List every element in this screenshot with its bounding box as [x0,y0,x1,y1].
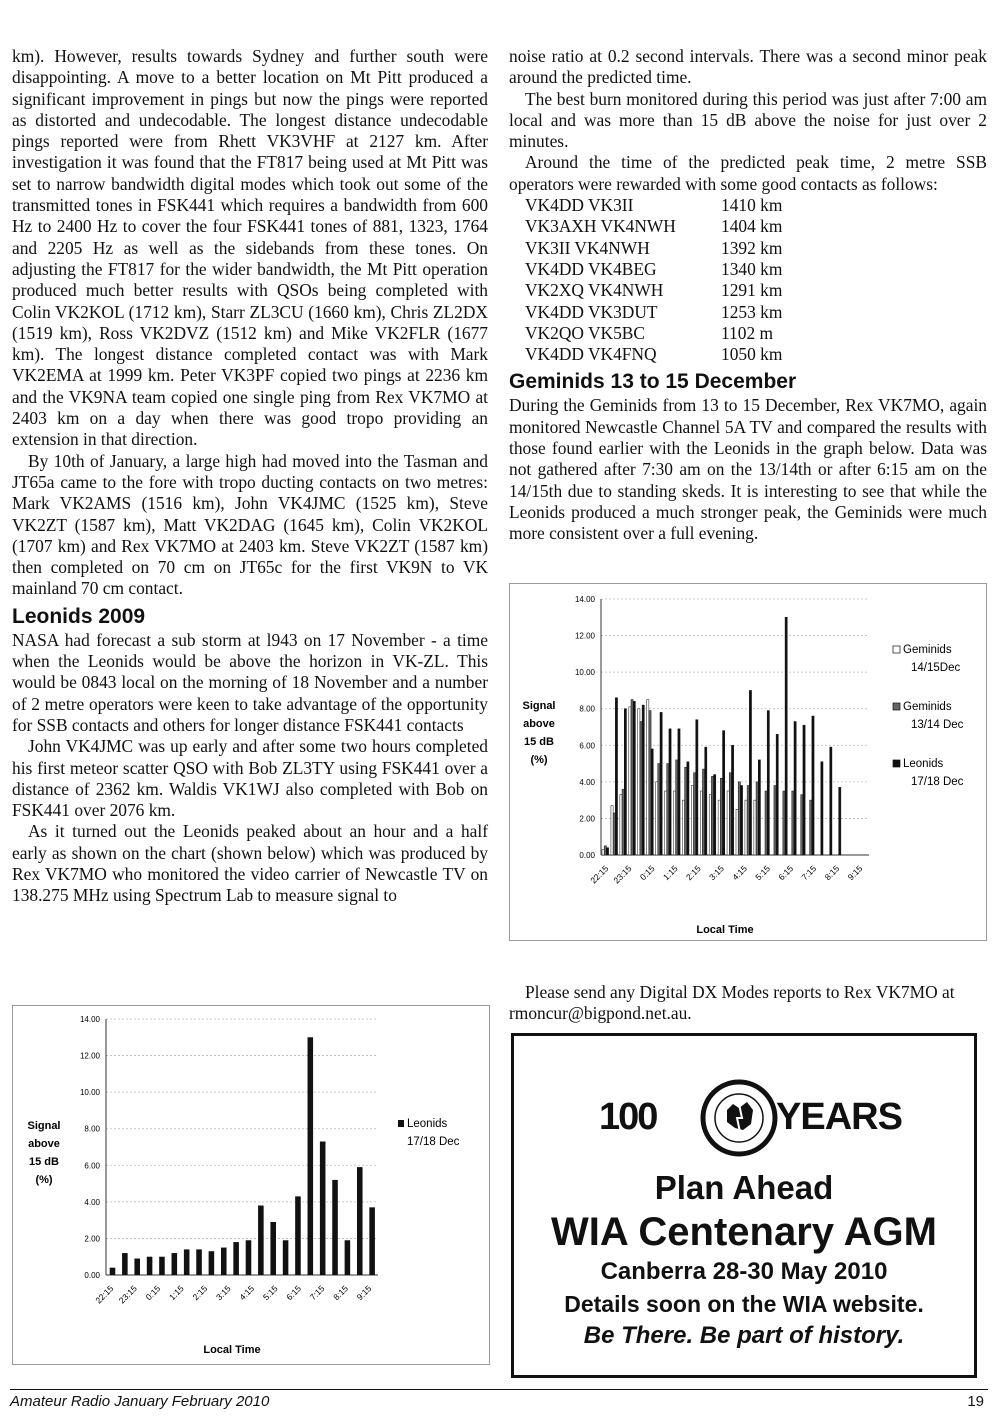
bar-leonids [209,1251,215,1275]
bar-geminids-1415 [691,786,693,855]
bar-leonids [731,745,733,855]
legend-swatch [398,1120,404,1127]
bar-leonids [122,1253,128,1275]
x-tick-label: 9:15 [354,1283,374,1303]
x-tick-label: 22:15 [588,863,611,886]
bar-leonids [357,1167,363,1275]
y-axis-label: above [28,1138,60,1151]
paragraph: The best burn monitored during this period was just after 7:00 am local and was more than 15 dB above the noise for just over 2 minutes. [509,88,987,152]
x-axis-label: Local Time [203,1344,261,1356]
x-tick-label: 1:15 [167,1283,186,1303]
bar-geminids-1415 [673,791,675,855]
bar-geminids-1415 [709,795,711,855]
bar-geminids-1415 [611,806,613,855]
bar-leonids [776,734,778,855]
y-axis-label: above [523,718,555,731]
bar-leonids [830,747,832,855]
bar-leonids [714,775,716,855]
bar-leonids [705,747,707,855]
bar-leonids [785,617,787,855]
x-tick-label: 3:15 [213,1283,233,1303]
y-axis-label: Signal [522,700,556,713]
bar-leonids [812,716,814,855]
contact-distance: 1392 km [721,237,783,258]
bar-geminids-1415 [638,709,640,855]
bar-leonids [332,1180,338,1275]
y-tick-label: 4.00 [84,1197,100,1207]
bar-geminids-1314 [792,791,794,855]
bar-leonids [283,1240,289,1275]
bar-geminids-1314 [604,846,606,855]
bar-geminids-1314 [676,760,678,855]
x-tick-label: 0:15 [637,863,657,883]
x-tick-label: 4:15 [730,863,749,883]
contacts-table [525,195,782,365]
contact-calls: VK4DD VK3DUT [525,301,658,322]
y-axis-label: Signal [27,1120,61,1133]
legend-label: 14/15Dec [911,662,961,674]
logo-years: YEARS [776,1096,902,1138]
y-axis-label: (%) [35,1174,53,1187]
bar-geminids-1314 [649,711,651,855]
y-tick-label: 6.00 [579,741,595,751]
x-tick-label: 3:15 [707,863,726,883]
x-tick-label: 4:15 [237,1283,257,1303]
bar-geminids-1314 [613,813,615,855]
x-tick-label: 1:15 [660,863,680,883]
chart-svg [12,1005,490,1365]
left-column [12,46,488,907]
bar-geminids-1314 [747,786,749,855]
x-tick-label: 5:15 [260,1283,280,1303]
paragraph: Around the time of the predicted peak time, 2 metre SSB operators were rewarded with some good contacts as follows: [509,152,987,194]
y-tick-label: 2.00 [84,1234,100,1244]
paragraph: John VK4JMC was up early and after some two hours completed his first meteor scatter QSO with Bob ZL3TY using FSK441 over a distance of 2362 km. Waldis VK1WJ also completed with Bob on FSK441 over 2076 km. [12,736,488,821]
legend-label: Leonids [407,1118,448,1130]
bar-geminids-1415 [727,791,729,855]
bar-leonids [749,690,751,855]
magazine-title: Amateur Radio January February 2010 [10,1393,270,1410]
y-tick-label: 0.00 [84,1271,100,1280]
bar-leonids [803,725,805,855]
contact-distance: 1253 km [721,301,783,322]
bar-geminids-1314 [694,773,696,855]
legend-swatch [893,646,900,653]
chart-svg [509,583,987,941]
paragraph: By 10th of January, a large high had moved into the Tasman and JT65a came to the fore with tropo ducting contacts on two metres: Mark VK2AMS (1516 km), John VK4JMC (1525 km), Steve VK2ZT (1587 km), Matt VK2DAG (1645 km), Colin VK2KOL (1707 km) and Rex VK7MO at 2403 km. Steve VK2ZT (1587 km) then completed on 70 cm on JT65c for the first VK9N to VK mainland 70 cm contact. [12,450,488,599]
x-tick-label: 9:15 [845,863,865,883]
contact-row [525,238,782,259]
y-tick-label: 6.00 [84,1161,100,1171]
bar-geminids-1415 [700,791,702,855]
contact-row [525,323,782,344]
bar-leonids [147,1257,153,1275]
contact-distance: 1050 km [721,344,783,365]
bar-geminids-1415 [629,707,631,855]
contact-row [525,302,782,323]
bar-geminids-1415 [656,782,658,855]
y-axis-label: 15 dB [524,736,554,749]
bar-leonids [794,722,796,855]
bar-geminids-1314 [711,776,713,855]
contact-row [525,216,782,237]
y-axis-label: 15 dB [29,1156,59,1169]
x-tick-label: 22:15 [93,1283,116,1306]
logo-100: 100 [599,1096,657,1138]
bar-leonids [196,1249,202,1275]
contact-calls: VK3AXH VK4NWH [525,216,676,237]
x-tick-label: 23:15 [116,1283,139,1306]
bar-leonids [221,1248,227,1275]
bar-leonids [110,1268,116,1275]
bar-leonids [696,720,698,855]
bar-leonids [642,705,644,855]
bar-geminids-1314 [810,800,812,855]
bar-leonids [767,711,769,855]
bar-leonids [295,1196,301,1275]
page-footer [10,1389,988,1410]
geminids-leonids-chart [509,583,987,941]
bar-geminids-1314 [738,782,740,855]
legend-label: 13/14 Dec [911,719,964,731]
bar-geminids-1314 [631,700,633,855]
bar-geminids-1314 [622,789,624,855]
contact-distance: 1291 km [721,280,783,301]
x-tick-label: 23:15 [611,863,634,886]
contact-distance: 1102 m [721,322,774,343]
bar-leonids [270,1222,276,1275]
x-tick-label: 2:15 [684,863,703,883]
y-tick-label: 12.00 [574,631,595,641]
bar-leonids [134,1259,140,1275]
paragraph: As it turned out the Leonids peaked about an hour and a half early as shown on the chart (shown below) which was produced by Rex VK7MO who monitored the video carrier of Newcastle TV on 138.275 MHz using Spectrum Lab to measure signal to [12,821,488,906]
bar-leonids [687,762,689,855]
bar-geminids-1415 [647,700,649,855]
bar-leonids [723,731,725,855]
contact-calls: VK4DD VK3II [525,195,634,216]
bar-geminids-1314 [702,769,704,855]
paragraph: noise ratio at 0.2 second intervals. There was a second minor peak around the predicted time. [509,46,987,88]
bar-geminids-1314 [783,791,785,855]
y-tick-label: 4.00 [579,777,595,787]
leonids-chart [12,1005,490,1365]
bar-geminids-1314 [667,764,669,855]
bar-leonids [345,1240,351,1275]
bar-geminids-1415 [682,800,684,855]
paragraph: km). However, results towards Sydney and further south were disappointing. A move to a better location on Mt Pitt produced a significant improvement in pings but now the pings were reported as distorted and undecodable. The longest distance undecodable pings reported were from Rhett VK3VHF at 2127 km. After investigation it was found that the FT817 being used at Mt Pitt was set to narrow bandwidth digital modes which took out some of the transmitted tones in FSK441 which requires a bandwidth from 600 Hz to 2400 Hz to cover the four FSK441 tones of 881, 1323, 1764 and 2205 Hz as well as the sidebands from these tones. On adjusting the FT817 for the wider bandwidth, the Mt Pitt operation produced much better results with QSOs being completed with Colin VK2KOL (1712 km), Starr ZL3CU (1660 km), Chris ZL2DX (1519 km), Ross VK2DVZ (1512 km) and Mike VK2FLR (1677 km). The longest distance completed contact was with Mark VK2EMA at 1999 km. Peter VK3PF copied two pings at 2236 km and the VK9NA team copied one single ping from Rex VK7MO at 2403 km on a day when there was good tropo providing an extension in that direction. [12,46,488,450]
section-heading-leonids: Leonids 2009 [12,604,146,628]
y-tick-label: 2.00 [579,814,595,824]
bar-geminids-1314 [720,778,722,855]
bar-leonids [172,1253,178,1275]
contact-calls: VK4DD VK4FNQ [525,344,657,365]
bar-leonids [839,787,841,855]
y-tick-label: 12.00 [79,1051,100,1061]
bar-leonids [669,729,671,855]
bar-leonids [821,762,823,855]
bar-leonids [758,760,760,855]
contact-row [525,259,782,280]
legend-label: Leonids [903,758,944,770]
y-tick-label: 14.00 [79,1015,100,1024]
ad-tagline: Be There. Be part of history. [583,1322,905,1349]
bar-leonids [633,701,635,855]
x-tick-label: 0:15 [143,1283,163,1303]
bar-leonids [184,1249,190,1275]
x-tick-label: 6:15 [284,1283,304,1303]
contact-distance: 1340 km [721,258,783,279]
bar-leonids [606,848,608,855]
x-tick-label: 8:15 [331,1283,350,1303]
y-axis-label: (%) [530,754,548,767]
y-tick-label: 8.00 [579,704,595,714]
bar-geminids-1314 [765,791,767,855]
ad-plan-ahead: Plan Ahead [654,1169,834,1206]
x-axis-label: Local Time [696,924,754,936]
bar-leonids [660,712,662,855]
contact-distance: 1404 km [721,216,783,237]
bar-leonids [369,1207,375,1275]
bar-geminids-1415 [745,800,747,855]
y-tick-label: 14.00 [574,595,595,604]
send-reports-text: Please send any Digital DX Modes reports to Rex VK7MO at rmoncur@bigpond.net.au. [509,982,955,1024]
legend-label: 17/18 Dec [407,1136,460,1148]
bar-leonids [246,1240,252,1275]
x-tick-label: 5:15 [753,863,773,883]
y-tick-label: 10.00 [574,668,595,678]
contact-calls: VK4DD VK4BEG [525,258,657,279]
legend-label: 17/18 Dec [911,776,964,788]
right-column [509,46,987,545]
bar-geminids-1415 [620,795,622,855]
bar-geminids-1314 [729,773,731,855]
bar-leonids [651,749,653,855]
contact-row [525,280,782,301]
contact-row [525,344,782,365]
bar-geminids-1314 [774,786,776,855]
x-tick-label: 6:15 [776,863,796,883]
x-tick-label: 2:15 [190,1283,210,1303]
bar-geminids-1415 [602,850,604,855]
bar-leonids [740,786,742,855]
ad-dates: Canberra 28-30 May 2010 [600,1258,888,1285]
y-tick-label: 8.00 [84,1124,100,1134]
bar-leonids [615,698,617,855]
ad-agm-title: WIA Centenary AGM [551,1210,937,1254]
bar-leonids [308,1037,314,1275]
contact-distance: 1410 km [721,195,783,216]
bar-geminids-1415 [718,800,720,855]
contact-calls: VK2QO VK5BC [525,322,645,343]
legend-label: Geminids [903,644,952,656]
x-tick-label: 8:15 [822,863,842,883]
x-tick-label: 7:15 [307,1283,327,1303]
bar-geminids-1314 [640,722,642,855]
bar-leonids [258,1206,264,1275]
page-number: 19 [967,1393,984,1410]
wia-seal-icon [699,1078,779,1158]
bar-geminids-1415 [665,791,667,855]
x-tick-label: 7:15 [799,863,819,883]
wia-100-years-logo [514,1078,974,1168]
section-heading-geminids: Geminids 13 to 15 December [509,370,797,394]
bar-leonids [678,729,680,855]
bar-leonids [159,1257,165,1275]
y-tick-label: 0.00 [579,851,595,860]
contact-calls: VK3II VK4NWH [525,237,650,258]
bar-geminids-1314 [801,795,803,855]
bar-geminids-1415 [736,809,738,855]
bar-leonids [624,709,626,855]
paragraph: During the Geminids from 13 to 15 December, Rex VK7MO, again monitored Newcastle Channel 5A TV and compared the results with those found earlier with the Leonids in the graph below. Data was not gathered after 7:30 am on the 13/14th or after 6:15 am on the 14/15th due to standing skeds. It is interesting to see that while the Leonids produced a much stronger peak, the Geminids were much more consistent over a full evening. [509,395,987,544]
bar-geminids-1415 [754,800,756,855]
contact-row [525,195,782,216]
y-tick-label: 10.00 [79,1088,100,1098]
paragraph: NASA had forecast a sub storm at l943 on 17 November - a time when the Leonids would be above the horizon in VK-ZL. This would be 0843 local on the morning of 18 November and a number of 2 metre operators were keen to take advantage of the opportunity for SSB contacts and others for longer distance FSK441 contacts [12,629,488,735]
legend-swatch [893,760,900,767]
contact-calls: VK2XQ VK4NWH [525,280,664,301]
bar-geminids-1314 [685,767,687,855]
wia-centenary-advert [511,1033,977,1378]
legend-label: Geminids [903,701,952,713]
bar-leonids [233,1242,239,1275]
legend-swatch [893,703,900,710]
ad-details: Details soon on the WIA website. [564,1291,924,1317]
bar-leonids [320,1142,326,1275]
bar-geminids-1314 [756,782,758,855]
bar-geminids-1314 [658,764,660,855]
